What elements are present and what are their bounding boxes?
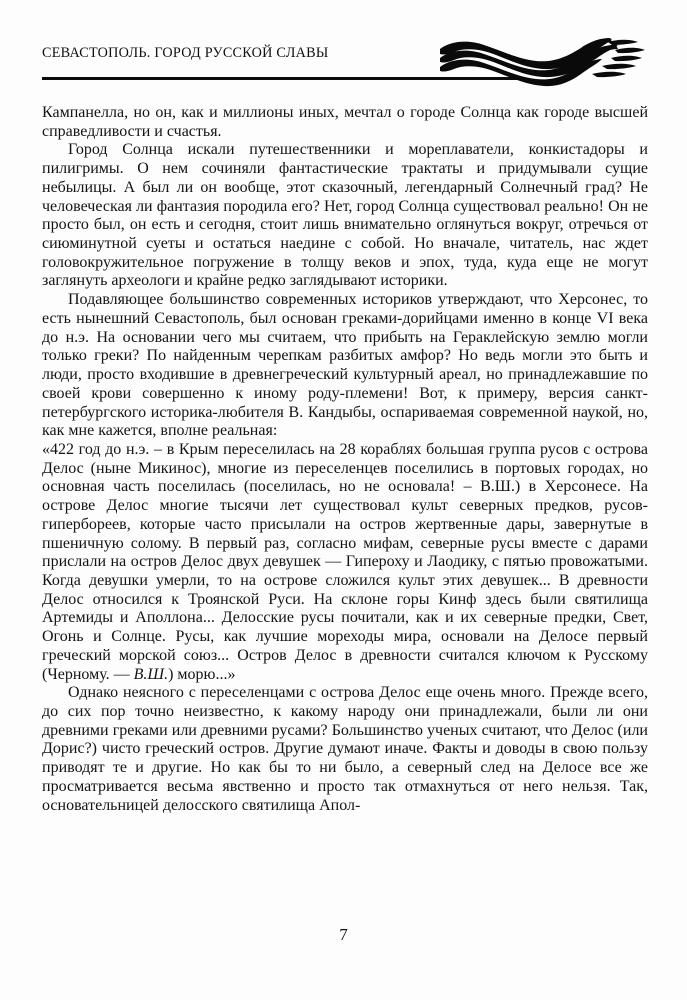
running-head-rule [42,77,522,80]
paragraph-3: Подавляющее большинство современных историков утверждают, что Херсонес, то есть нынешний Севастополь, был основан греками-дорийцами именно в конце VI века до н.э. На основании чего мы считаем, что прибыть на Гераклейскую землю могли только греки? По найденным черепкам разбитых амфор? Но ведь могли это быть и люди, просто входившие в древнегреческий культурный ареал, но принадлежавшие по своей крови совершенно к иному роду-племени! Вот, к примеру, версия санкт-петербургского историка-любителя В. Кандыбы, оспариваемая современной наукой, но, как мне кажется, вполне реальная: [42,291,648,440]
paragraph-1: Кампанелла, но он, как и миллионы иных, мечтал о городе Солнца как городе высшей справедливости и счастья. [42,104,648,140]
quote-attribution-initials: В.Ш. [133,665,169,683]
paragraph-4-quote [42,441,648,684]
paragraph-2: Город Солнца искали путешественники и мореплаватели, конкистадоры и пилигримы. О нем сочиняли фантастические трактаты и придумывали сущие небылицы. А был ли он вообще, этот сказочный, легендарный Солнечный град? Не человеческая ли фантазия породила его? Нет, город Солнца существовал реально! Он не просто был, он есть и сегодня, стоит лишь внимательно оглянуться вокруг, отречься от сиюминутной суеты и остаться наедине с собой. Но вначале, читатель, нас ждет головокружительное погружение в толщу веков и эпох, туда, куда еще не могут заглянуть археологи и крайне редко заглядывают историки. [42,141,648,290]
quote-text-before-attribution: «422 год до н.э. – в Крым переселилась на 28 кораблях большая группа русов с острова Делос (ныне Микинос), многие из переселенцев поселились в портовых городах, но основная часть поселилась (поселилась, но не основала! – В.Ш.) в Херсонесе. На острове Делос многие тысячи лет существовал культ северных предков, русов-гипербореев, которые часто присылали на остров жертвенные дары, завернутые в пшеничную солому. В первый раз, согласно мифам, северные русы вместе с дарами прислали на остров Делос двух девушек — Гипероху и Лаодику, с пятью провожатыми. Когда девушки умерли, то на острове сложился культ этих девушек... В древности Делос относился к Троянской Руси. На склоне горы Кинф здесь были святилища Артемиды и Аполлона... Делосские русы почитали, как и их северные предки, Свет, Огонь и Солнце. Русы, как лучшие мореходы мира, основали на Делосе первый греческий морской союз... Остров Делос в древности считался ключом к Русскому (Черному. — [42,440,648,683]
quote-text-after-attribution: ) морю...» [168,665,236,683]
running-head-title: СЕВАСТОПОЛЬ. ГОРОД РУССКОЙ СЛАВЫ [42,45,329,61]
paragraph-5: Однако неясного с переселенцами с острова Делос еще очень много. Прежде всего, до сих пор точно неизвестно, к какому народу они принадлежали, были ли они древними греками или древними русами? Большинство ученых считают, что Делос (или Дорис?) чисто греческий остров. Другие думают иначе. Факты и доводы в свою пользу приводят те и другие. Но как бы то ни было, а северный след на Делосе все же просматривается весьма явственно и просто так отмахнуться от него нельзя. Так, основательницей делосского святилища Апол- [42,684,648,814]
running-head [42,46,647,88]
page-number: 7 [339,925,348,944]
body-text-block [42,104,648,815]
